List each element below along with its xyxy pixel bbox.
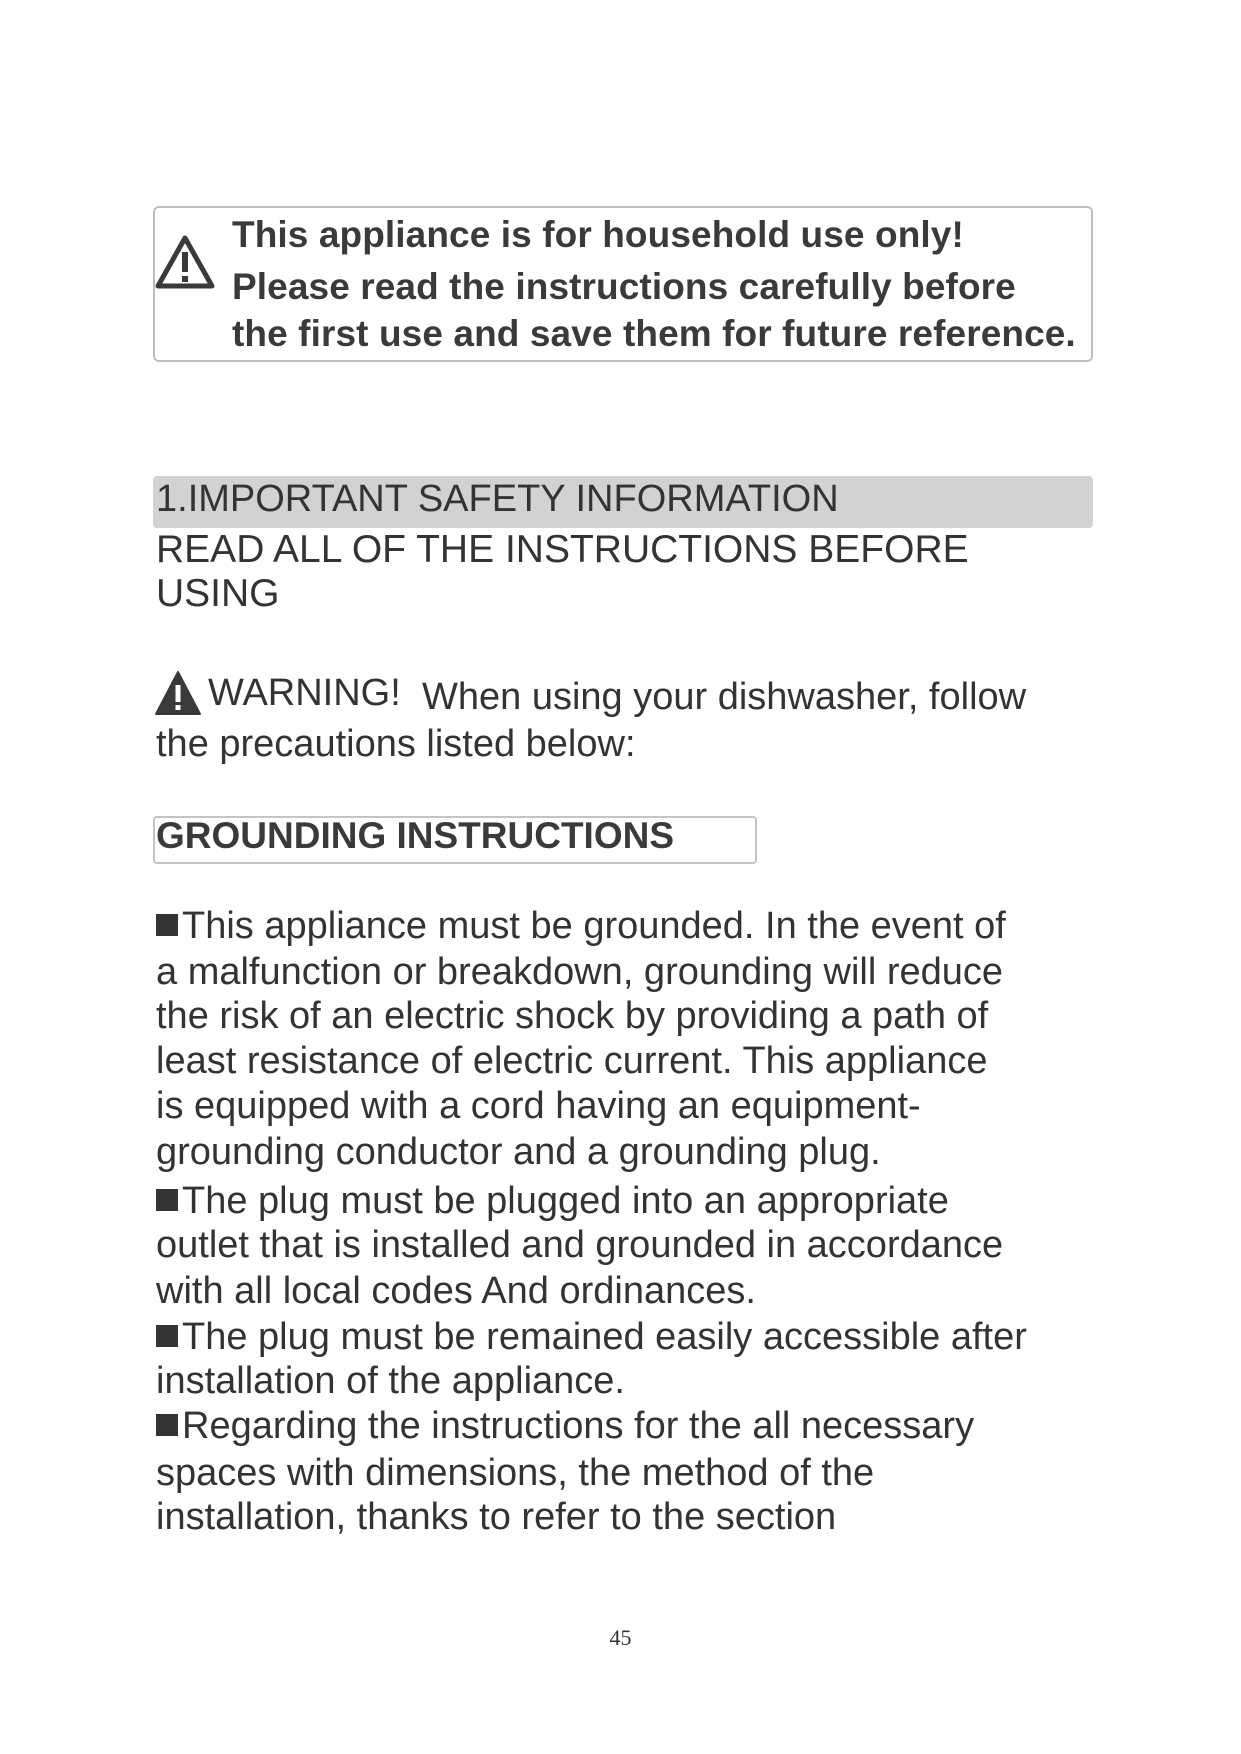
page-number: 45 xyxy=(609,1625,632,1650)
bullet-square-icon xyxy=(156,1414,178,1436)
grounding-line: is equipped with a cord having an equipment- xyxy=(156,1085,921,1127)
grounding-line: Regarding the instructions for the all necessary xyxy=(182,1405,975,1447)
grounding-line: the risk of an electric shock by providing a path of xyxy=(156,995,989,1037)
section-title: 1.IMPORTANT SAFETY INFORMATION xyxy=(156,478,839,520)
grounding-line: This appliance must be grounded. In the event of xyxy=(182,905,1006,947)
grounding-line: installation, thanks to refer to the section xyxy=(156,1496,837,1538)
grounding-item-2 xyxy=(156,1180,949,1223)
warning-text-line-1: When using your dishwasher, follow xyxy=(422,676,1027,718)
grounding-line: with all local codes And ordinances. xyxy=(156,1270,756,1312)
grounding-item-1 xyxy=(156,905,1006,948)
notice-line-3: the first use and save them for future reference. xyxy=(232,313,1076,354)
notice-line-2: Please read the instructions carefully before xyxy=(232,266,1016,307)
grounding-line: least resistance of electric current. This appliance xyxy=(156,1040,988,1082)
grounding-line: a malfunction or breakdown, grounding will reduce xyxy=(156,951,1004,993)
warning-icon xyxy=(154,670,202,716)
bullet-square-icon xyxy=(156,1189,178,1211)
grounding-line: spaces with dimensions, the method of the xyxy=(156,1452,875,1494)
section-subtitle-line-1: READ ALL OF THE INSTRUCTIONS BEFORE xyxy=(156,528,969,571)
grounding-line: The plug must be remained easily accessible after xyxy=(182,1316,1027,1358)
bullet-square-icon xyxy=(156,914,178,936)
warning-text-line-2: the precautions listed below: xyxy=(156,723,636,765)
grounding-line: outlet that is installed and grounded in accordance xyxy=(156,1224,1004,1266)
grounding-item-3 xyxy=(156,1316,1027,1359)
caution-triangle-icon xyxy=(154,234,216,290)
grounding-title: GROUNDING INSTRUCTIONS xyxy=(156,815,674,856)
warning-label: WARNING! xyxy=(208,672,401,714)
section-subtitle-line-2: USING xyxy=(156,572,280,615)
grounding-line: grounding conductor and a grounding plug. xyxy=(156,1131,881,1173)
notice-line-1: This appliance is for household use only! xyxy=(232,214,964,255)
grounding-line: The plug must be plugged into an appropriate xyxy=(182,1180,949,1222)
grounding-line: installation of the appliance. xyxy=(156,1360,625,1402)
bullet-square-icon xyxy=(156,1325,178,1347)
grounding-item-4 xyxy=(156,1405,974,1448)
